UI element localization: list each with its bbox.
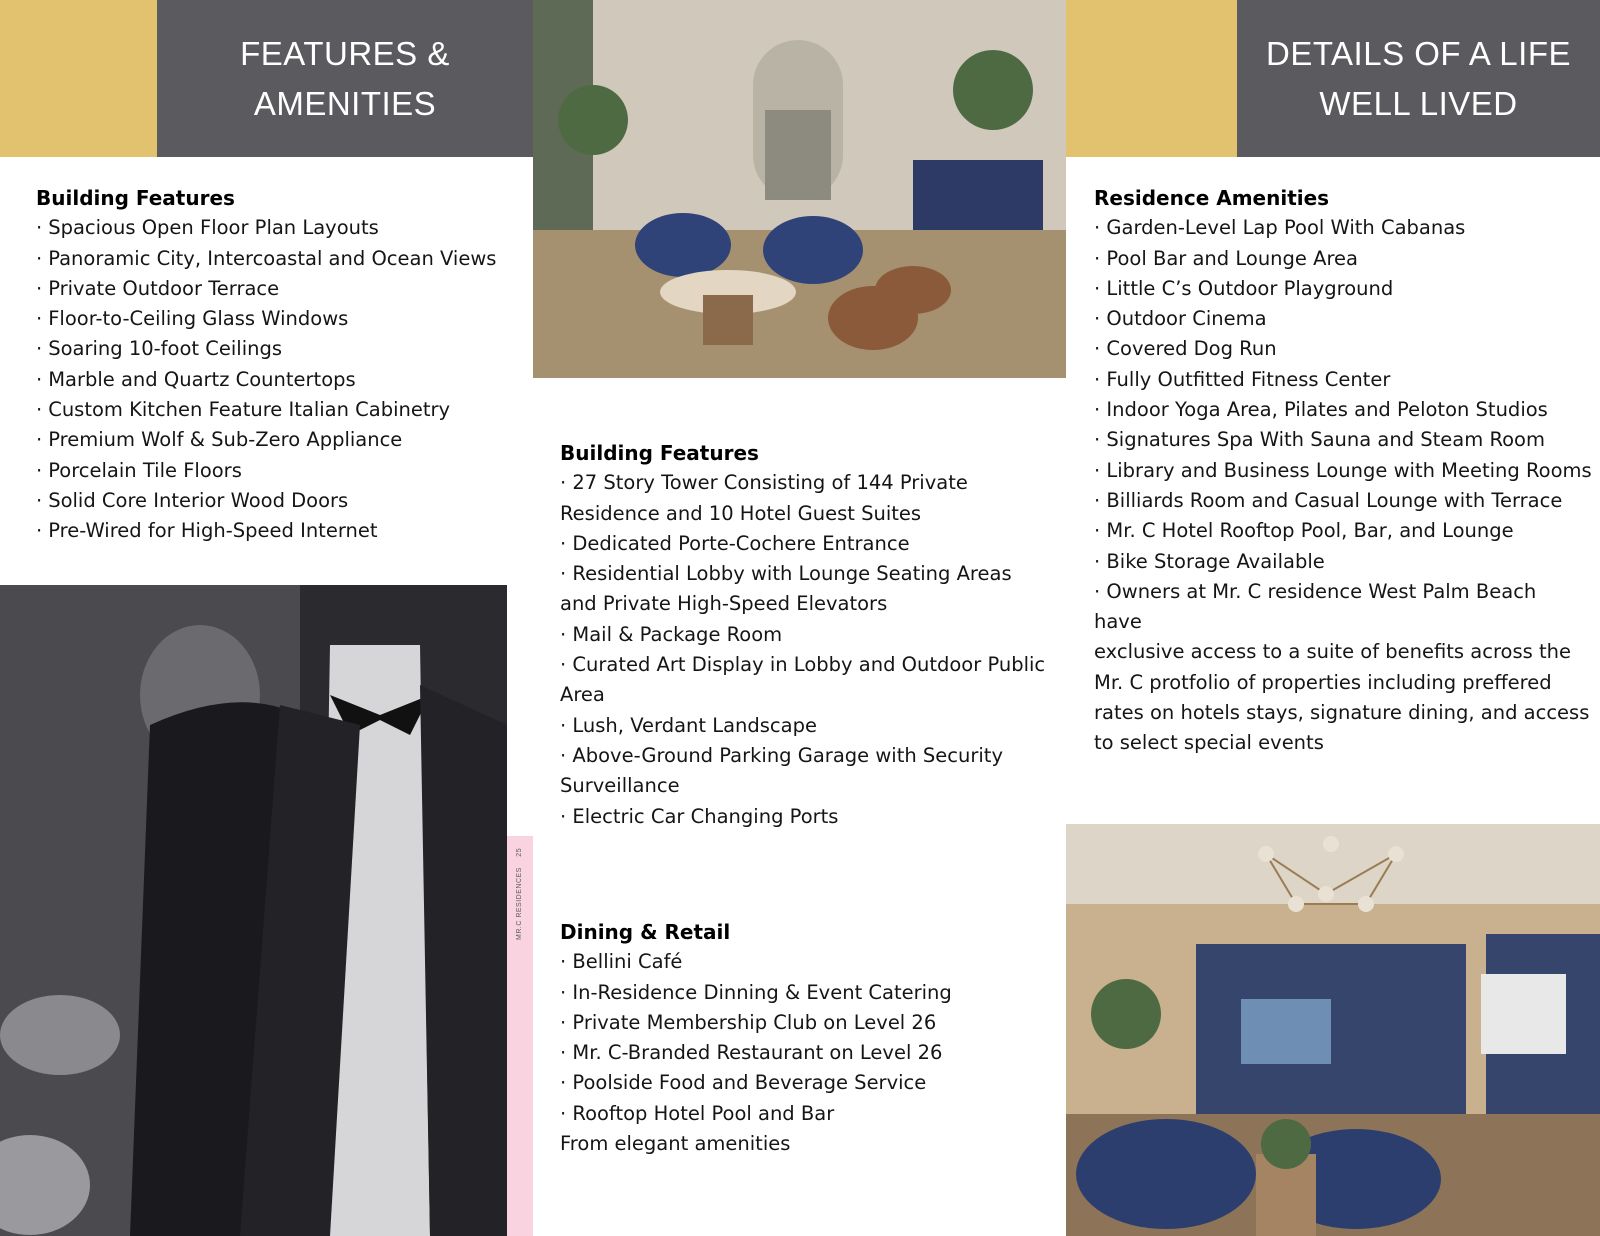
lobby-photo (533, 0, 1066, 378)
gentleman-photo (0, 585, 507, 1236)
list-item: · Spacious Open Floor Plan Layouts (36, 216, 379, 240)
text-line: · Billiards Room and Casual Lounge with Terrace (1094, 488, 1563, 512)
text-line: · Covered Dog Run (1094, 337, 1277, 361)
list-item: · Custom Kitchen Feature Italian Cabinetry (36, 398, 451, 422)
text-line: Surveillance (560, 774, 680, 798)
dining-retail-column (560, 917, 1046, 1159)
building-features-column (36, 183, 522, 547)
text-line: · Dedicated Porte-Cochere Entrance (560, 531, 910, 555)
text-line: Mr. C protfolio of properties including preffered (1094, 670, 1552, 694)
text-line: · 27 Story Tower Consisting of 144 Private (560, 471, 968, 495)
text-line: · Mail & Package Room (560, 622, 783, 646)
text-line: Residence and 10 Hotel Guest Suites (560, 501, 922, 525)
right-gold-block (1066, 0, 1237, 157)
list-item: · Floor-to-Ceiling Glass Windows (36, 307, 349, 331)
right-header-line1: DETAILS OF A LIFE (1266, 34, 1571, 72)
text-line: · Outdoor Cinema (1094, 307, 1267, 331)
text-line: exclusive access to a suite of benefits across the (1094, 640, 1571, 664)
building-features-heading: Building Features (36, 186, 235, 210)
text-line: · Owners at Mr. C residence West Palm Beach (1094, 579, 1537, 603)
text-line: · Curated Art Display in Lobby and Outdoor Public (560, 653, 1046, 677)
lounge-illustration (1066, 824, 1600, 1236)
page-edge-strip (507, 836, 533, 1236)
text-line: · Pool Bar and Lounge Area (1094, 246, 1358, 270)
list-item: · Pre-Wired for High-Speed Internet (36, 519, 378, 543)
list-item: · Private Outdoor Terrace (36, 276, 280, 300)
text-line: · Signatures Spa With Sauna and Steam Room (1094, 428, 1545, 452)
building-features-list (36, 213, 522, 546)
text-line: · Library and Business Lounge with Meeting Rooms (1094, 458, 1592, 482)
text-line: · Bike Storage Available (1094, 549, 1325, 573)
text-line: · Little C’s Outdoor Playground (1094, 276, 1394, 300)
dining-retail-heading: Dining & Retail (560, 920, 731, 944)
tower-features-heading: Building Features (560, 441, 759, 465)
text-line: · Residential Lobby with Lounge Seating Areas (560, 562, 1012, 586)
list-item: · Premium Wolf & Sub-Zero Appliance (36, 428, 403, 452)
page-footer-label (516, 848, 523, 940)
tower-features-column (560, 438, 1046, 832)
text-line: · Fully Outfitted Fitness Center (1094, 367, 1391, 391)
right-header-line2: WELL LIVED (1319, 84, 1518, 122)
text-line: have (1094, 610, 1142, 634)
text-line: · In-Residence Dinning & Event Catering (560, 980, 952, 1004)
text-line: · Poolside Food and Beverage Service (560, 1071, 927, 1095)
left-header-line1: FEATURES & (240, 34, 450, 72)
text-line: · Above-Ground Parking Garage with Security (560, 743, 1003, 767)
right-header (1237, 0, 1600, 157)
text-line: · Garden-Level Lap Pool With Cabanas (1094, 216, 1466, 240)
text-line: · Private Membership Club on Level 26 (560, 1010, 937, 1034)
brand-label: MR.C RESIDENCES (516, 867, 523, 940)
text-line: · Mr. C-Branded Restaurant on Level 26 (560, 1041, 943, 1065)
text-line: · Indoor Yoga Area, Pilates and Peloton Studios (1094, 398, 1548, 422)
list-item: · Porcelain Tile Floors (36, 458, 242, 482)
residence-amenities-heading: Residence Amenities (1094, 186, 1330, 210)
residence-amenities-column (1094, 183, 1594, 759)
gentleman-illustration (0, 585, 507, 1236)
list-item: · Marble and Quartz Countertops (36, 367, 356, 391)
page-number: 25 (516, 847, 523, 857)
text-line: · Bellini Café (560, 950, 683, 974)
text-line: From elegant amenities (560, 1132, 791, 1156)
list-item: · Panoramic City, Intercoastal and Ocean Views (36, 246, 497, 270)
left-gold-block (0, 0, 157, 157)
text-line: · Lush, Verdant Landscape (560, 713, 817, 737)
left-header (157, 0, 533, 157)
text-line: and Private High-Speed Elevators (560, 592, 888, 616)
list-item: · Soaring 10-foot Ceilings (36, 337, 283, 361)
lobby-illustration (533, 0, 1066, 378)
lounge-photo (1066, 824, 1600, 1236)
left-header-line2: AMENITIES (253, 84, 437, 122)
list-item: · Solid Core Interior Wood Doors (36, 488, 349, 512)
text-line: · Electric Car Changing Ports (560, 804, 839, 828)
text-line: rates on hotels stays, signature dining, and access (1094, 701, 1590, 725)
text-line: Area (560, 683, 605, 707)
text-line: · Rooftop Hotel Pool and Bar (560, 1101, 835, 1125)
text-line: to select special events (1094, 731, 1324, 755)
text-line: · Mr. C Hotel Rooftop Pool, Bar, and Lounge (1094, 519, 1514, 543)
